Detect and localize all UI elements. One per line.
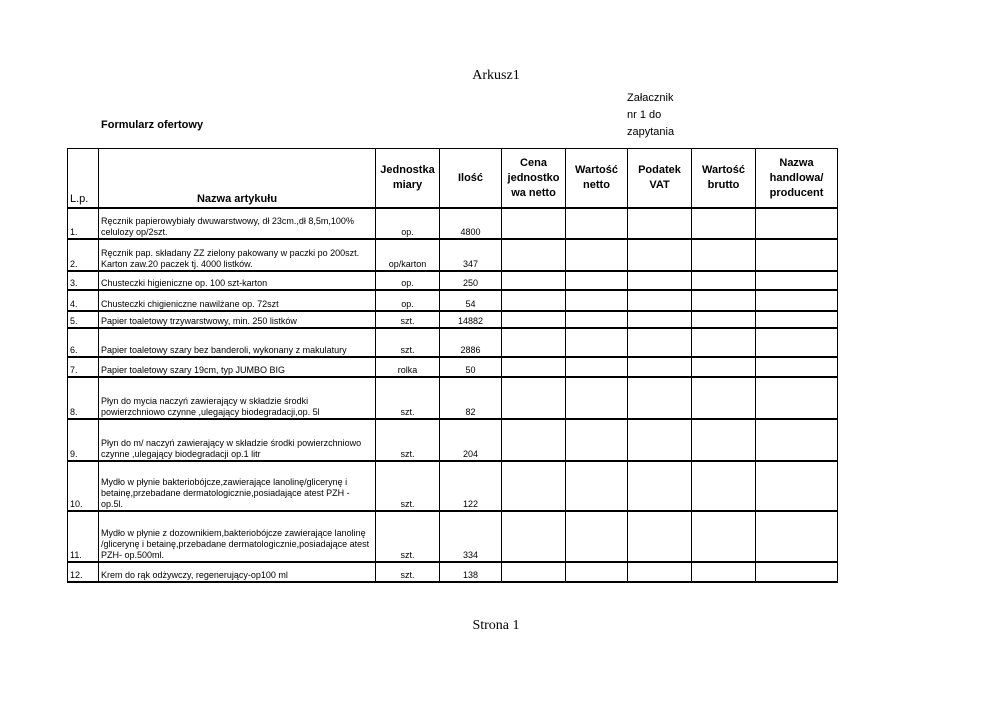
cell-qty: 50 [440, 357, 502, 377]
table-row [68, 511, 838, 562]
annex-note [627, 90, 717, 141]
cell-unit-price[interactable] [502, 511, 566, 562]
table-row [68, 271, 838, 290]
cell-qty: 122 [440, 461, 502, 511]
cell-brand[interactable] [756, 311, 838, 328]
cell-gross-value[interactable] [692, 328, 756, 357]
cell-unit-price[interactable] [502, 271, 566, 290]
table-row [68, 290, 838, 311]
cell-gross-value[interactable] [692, 271, 756, 290]
cell-brand[interactable] [756, 419, 838, 461]
cell-lp: 11. [68, 511, 99, 562]
cell-brand[interactable] [756, 328, 838, 357]
cell-lp: 7. [68, 357, 99, 377]
cell-qty: 138 [440, 562, 502, 582]
cell-unit-price[interactable] [502, 208, 566, 239]
sheet-title: Arkusz1 [472, 68, 520, 83]
cell-unit: szt. [376, 511, 440, 562]
cell-gross-value[interactable] [692, 290, 756, 311]
cell-unit: op. [376, 290, 440, 311]
cell-unit-price[interactable] [502, 239, 566, 271]
header-net-value: Wartość netto [566, 149, 628, 209]
cell-unit: rolka [376, 357, 440, 377]
cell-gross-value[interactable] [692, 461, 756, 511]
header-unit: Jednostka miary [376, 149, 440, 209]
cell-unit: op/karton [376, 239, 440, 271]
cell-qty: 14882 [440, 311, 502, 328]
cell-vat[interactable] [628, 271, 692, 290]
cell-qty: 2886 [440, 328, 502, 357]
annex-line: zapytania [627, 126, 675, 138]
offer-table [67, 148, 838, 583]
cell-net-value[interactable] [566, 311, 628, 328]
cell-unit: szt. [376, 311, 440, 328]
cell-unit-price[interactable] [502, 328, 566, 357]
cell-name: Mydło w płynie bakteriobójcze,zawierające lanolinę/glicerynę i betainę,przebadane dermatologicznie,posiadające atest PZH - op.5l. [99, 461, 376, 511]
cell-lp: 2. [68, 239, 99, 271]
header-lp: L.p. [68, 149, 99, 209]
cell-name: Mydło w płynie z dozownikiem,bakteriobójcze zawierające lanolinę /glicerynę i betainę,przebadane dermatologicznie,posiadające atest PZH- op.500ml. [99, 511, 376, 562]
cell-brand[interactable] [756, 357, 838, 377]
cell-net-value[interactable] [566, 562, 628, 582]
cell-vat[interactable] [628, 357, 692, 377]
cell-lp: 1. [68, 208, 99, 239]
cell-vat[interactable] [628, 311, 692, 328]
table-row [68, 357, 838, 377]
header-gross-value: Wartość brutto [692, 149, 756, 209]
cell-lp: 8. [68, 377, 99, 419]
cell-net-value[interactable] [566, 357, 628, 377]
cell-unit-price[interactable] [502, 377, 566, 419]
annex-line: nr 1 do [627, 109, 662, 121]
cell-name: Ręcznik pap. składany ZZ zielony pakowany w paczki po 200szt. Karton zaw.20 paczek tj. 4000 listków. [99, 239, 376, 271]
cell-lp: 3. [68, 271, 99, 290]
cell-net-value[interactable] [566, 290, 628, 311]
cell-vat[interactable] [628, 562, 692, 582]
cell-unit: szt. [376, 562, 440, 582]
cell-qty: 54 [440, 290, 502, 311]
cell-gross-value[interactable] [692, 239, 756, 271]
cell-gross-value[interactable] [692, 419, 756, 461]
cell-gross-value[interactable] [692, 208, 756, 239]
cell-name: Papier toaletowy szary bez banderoli, wykonany z makulatury [99, 328, 376, 357]
cell-qty: 334 [440, 511, 502, 562]
header-row [68, 149, 838, 209]
cell-brand[interactable] [756, 290, 838, 311]
cell-lp: 4. [68, 290, 99, 311]
page-number: Strona 1 [472, 618, 520, 633]
cell-qty: 4800 [440, 208, 502, 239]
cell-brand[interactable] [756, 511, 838, 562]
cell-brand[interactable] [756, 562, 838, 582]
cell-unit: op. [376, 271, 440, 290]
cell-gross-value[interactable] [692, 357, 756, 377]
cell-name: Płyn do mycia naczyń zawierający w składzie środki powierzchniowo czynne ,ulegający biodegradacji,op. 5l [99, 377, 376, 419]
cell-gross-value[interactable] [692, 562, 756, 582]
cell-unit-price[interactable] [502, 290, 566, 311]
cell-lp: 12. [68, 562, 99, 582]
header-vat: Podatek VAT [628, 149, 692, 209]
cell-net-value[interactable] [566, 239, 628, 271]
cell-name: Ręcznik papierowybiały dwuwarstwowy, dł 23cm.,dł 8,5m,100% celulozy op/2szt. [99, 208, 376, 239]
cell-unit: szt. [376, 328, 440, 357]
table-row [68, 208, 838, 239]
cell-lp: 6. [68, 328, 99, 357]
cell-gross-value[interactable] [692, 511, 756, 562]
table-row [68, 328, 838, 357]
cell-brand[interactable] [756, 239, 838, 271]
cell-net-value[interactable] [566, 377, 628, 419]
cell-net-value[interactable] [566, 328, 628, 357]
cell-unit: szt. [376, 377, 440, 419]
cell-name: Papier toaletowy szary 19cm, typ JUMBO BIG [99, 357, 376, 377]
cell-name: Chusteczki chigieniczne nawilżane op. 72szt [99, 290, 376, 311]
table-row [68, 377, 838, 419]
annex-line: Załacznik [627, 92, 674, 104]
cell-vat[interactable] [628, 328, 692, 357]
header-unit-price: Cena jednostko wa netto [502, 149, 566, 209]
header-name: Nazwa artykułu [99, 149, 376, 209]
cell-vat[interactable] [628, 239, 692, 271]
cell-vat[interactable] [628, 290, 692, 311]
cell-name: Krem do rąk odżywczy, regenerujący-op100 ml [99, 562, 376, 582]
cell-lp: 5. [68, 311, 99, 328]
cell-lp: 9. [68, 419, 99, 461]
cell-net-value[interactable] [566, 208, 628, 239]
cell-name: Płyn do m/ naczyń zawierający w składzie środki powierzchniowo czynne ,ulegający biodegradacji op.1 litr [99, 419, 376, 461]
cell-brand[interactable] [756, 377, 838, 419]
table-row [68, 239, 838, 271]
cell-qty: 204 [440, 419, 502, 461]
cell-unit-price[interactable] [502, 419, 566, 461]
cell-net-value[interactable] [566, 419, 628, 461]
cell-name: Papier toaletowy trzywarstwowy, min. 250 listków [99, 311, 376, 328]
table-row [68, 311, 838, 328]
cell-name: Chusteczki higieniczne op. 100 szt-karton [99, 271, 376, 290]
cell-net-value[interactable] [566, 461, 628, 511]
cell-unit: szt. [376, 461, 440, 511]
form-title: Formularz ofertowy [101, 119, 204, 131]
cell-unit-price[interactable] [502, 311, 566, 328]
table-row [68, 562, 838, 582]
cell-brand[interactable] [756, 208, 838, 239]
cell-unit-price[interactable] [502, 357, 566, 377]
cell-unit-price[interactable] [502, 461, 566, 511]
cell-qty: 82 [440, 377, 502, 419]
header-qty: Ilość [440, 149, 502, 209]
cell-gross-value[interactable] [692, 377, 756, 419]
table-row [68, 419, 838, 461]
cell-gross-value[interactable] [692, 311, 756, 328]
cell-qty: 347 [440, 239, 502, 271]
cell-vat[interactable] [628, 208, 692, 239]
cell-brand[interactable] [756, 271, 838, 290]
header-brand: Nazwa handlowa/ producent [756, 149, 838, 209]
cell-qty: 250 [440, 271, 502, 290]
cell-vat[interactable] [628, 377, 692, 419]
cell-vat[interactable] [628, 461, 692, 511]
cell-unit: szt. [376, 419, 440, 461]
cell-unit-price[interactable] [502, 562, 566, 582]
cell-vat[interactable] [628, 419, 692, 461]
cell-brand[interactable] [756, 461, 838, 511]
table-row [68, 461, 838, 511]
cell-net-value[interactable] [566, 271, 628, 290]
cell-unit: op. [376, 208, 440, 239]
cell-net-value[interactable] [566, 511, 628, 562]
cell-vat[interactable] [628, 511, 692, 562]
cell-lp: 10. [68, 461, 99, 511]
